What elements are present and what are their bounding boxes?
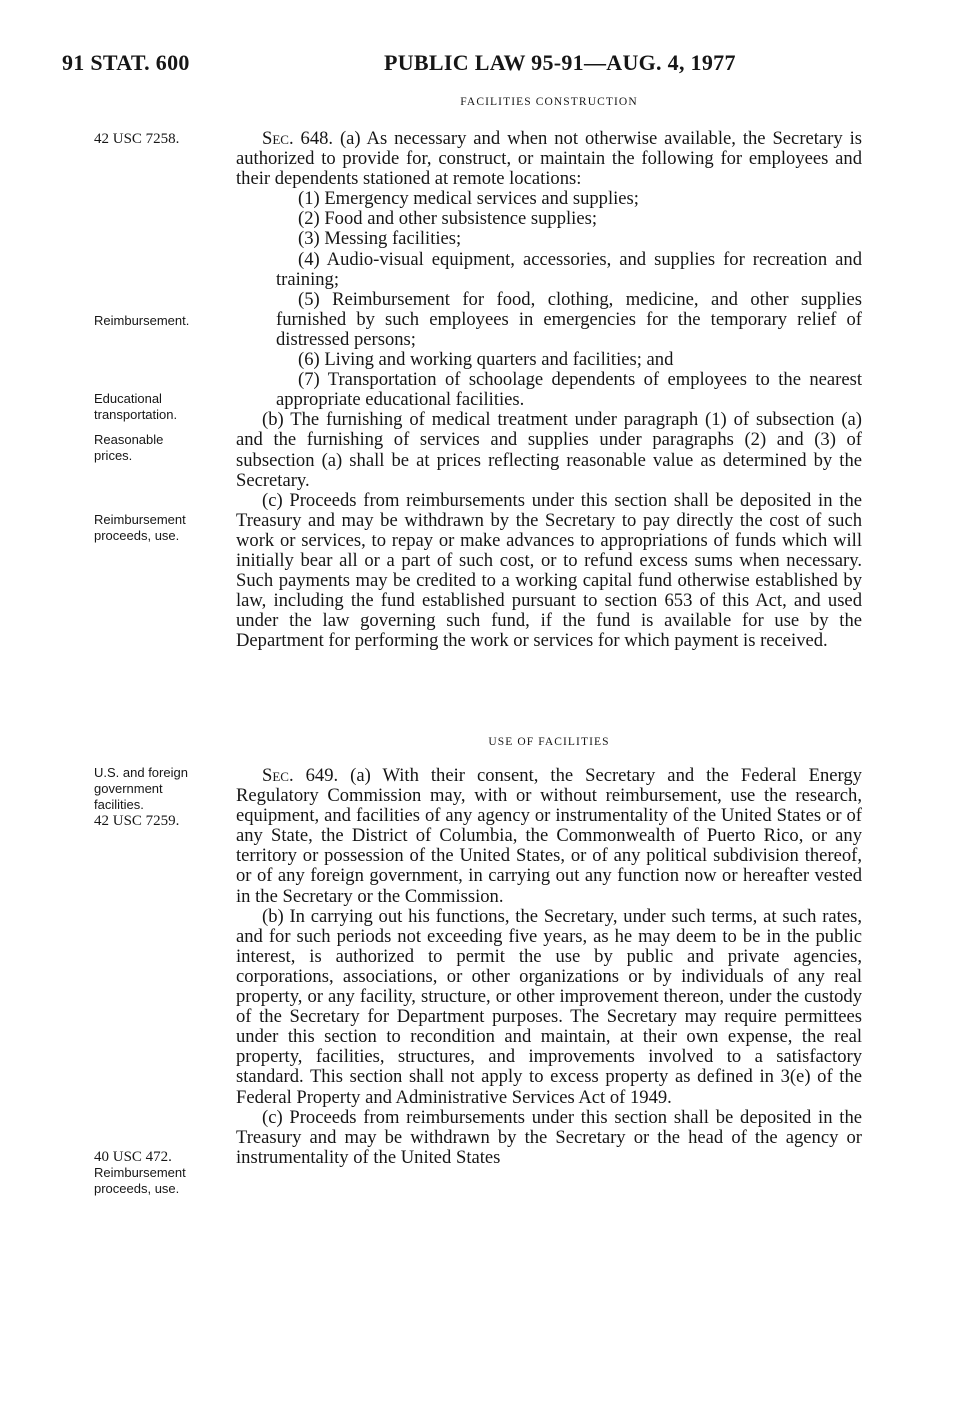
- list-item: (5) Reimbursement for food, clothing, medicine, and other supplies furnished by such employees in emergencies for the temporary relief of distressed persons;: [276, 288, 862, 350]
- note-line: Reimbursement: [94, 1165, 186, 1180]
- section-649-body: [236, 766, 862, 1168]
- stat-reference: 91 STAT. 600: [62, 50, 190, 75]
- note-line: proceeds, use.: [94, 1181, 180, 1196]
- note-line: government: [94, 781, 163, 796]
- note-line: Reimbursement.: [94, 313, 190, 328]
- note-line: U.S. and foreign: [94, 765, 188, 780]
- note-line: Reasonable: [94, 432, 164, 447]
- sec-label: Sec.: [262, 128, 294, 149]
- margin-note-educational-transportation: [94, 391, 234, 423]
- list-item: (4) Audio-visual equipment, accessories, and supplies for recreation and training;: [276, 248, 862, 290]
- section-648-para-c: (c) Proceeds from reimbursements under this section shall be deposited in the Treasury and may be withdrawn by the Secretary to pay directly the cost of such work or services, to repay or make advances to appropriations of funds which will initially bear all or a part of such cost, or to refund excess sums when necessary. Such payments may be credited to a working capital fund otherwise established by law, including the fund established pursuant to section 653 of this Act, and used under the law governing such fund, if the fund is available for use by the Department for performing the work or services for which payment is received.: [236, 489, 862, 652]
- section-heading-facilities-construction: FACILITIES CONSTRUCTION: [460, 96, 638, 108]
- section-648-body: [236, 129, 862, 651]
- section-648-para-b: (b) The furnishing of medical treatment under paragraph (1) of subsection (a) and the furnishing of services and supplies under paragraphs (2) and (3) of subsection (a) shall be at prices reflecting reasonable value as determined by the Secretary.: [236, 409, 862, 491]
- note-line: proceeds, use.: [94, 528, 180, 543]
- note-line: Educational: [94, 391, 162, 406]
- page-header: [62, 50, 894, 80]
- note-line: Reimbursement: [94, 512, 186, 527]
- margin-note-foreign-facilities: [94, 765, 234, 829]
- note-line: prices.: [94, 448, 133, 463]
- margin-note-42-usc-7258: [94, 131, 234, 147]
- section-heading-use-of-facilities: USE OF FACILITIES: [488, 736, 610, 748]
- margin-note-reimbursement-proceeds: [94, 512, 234, 544]
- list-item: (6) Living and working quarters and facilities; and: [298, 349, 674, 371]
- citation: 40 USC 472.: [94, 1149, 172, 1165]
- note-line: facilities.: [94, 797, 144, 812]
- list-item: (1) Emergency medical services and supplies;: [298, 188, 639, 210]
- section-649-para-a: [236, 766, 862, 907]
- sec-label: Sec.: [262, 765, 294, 786]
- section-649-para-b: (b) In carrying out his functions, the Secretary, under such terms, at such rates, and for such periods not exceeding five years, as he may deem to be in the public interest, is authorized to permit the use by public and private agencies, corporations, associations, or other organizations or by individuals of any real property, or any facility, structure, or other improvement thereon, under the custody of the Secretary for Department purposes. The Secretary may require permittees under this section to recondition and maintain, at their own expense, the real property, facilities, structures, and improvements involved to a satisfactory standard. This section shall not apply to excess property as defined in 3(e) of the Federal Property and Administrative Services Act of 1949.: [236, 905, 862, 1108]
- citation: 42 USC 7258.: [94, 131, 180, 147]
- margin-note-reimbursement: [94, 313, 234, 329]
- section-649-para-c: (c) Proceeds from reimbursements under this section shall be deposited in the Treasury and may be withdrawn by the Secretary or the head of the agency or instrumentality of the United States: [236, 1106, 862, 1168]
- law-title: PUBLIC LAW 95-91—AUG. 4, 1977: [384, 50, 736, 75]
- citation: 42 USC 7259.: [94, 813, 180, 829]
- section-649-para-a-text: 649. (a) With their consent, the Secretary and the Federal Energy Regulatory Commission may, with or without reimbursement, use the research, equipment, and facilities of any agency or instrumentality of the United States or of any State, the District of Columbia, the Commonwealth of Puerto Rico, or any territory or possession of the United States, or of any political subdivision thereof, or of any foreign government, in carrying out any function now or hereafter vested in the Secretary or the Commission.: [236, 765, 862, 907]
- note-line: transportation.: [94, 407, 178, 422]
- section-648-intro-text: 648. (a) As necessary and when not otherwise available, the Secretary is authorized to provide for, construct, or maintain the following for employees and their dependents stationed at remote locations:: [236, 128, 862, 190]
- list-item: (3) Messing facilities;: [298, 228, 462, 250]
- margin-note-40-usc-472: [94, 1149, 234, 1197]
- section-648-intro: [236, 129, 862, 189]
- margin-note-reasonable-prices: [94, 432, 234, 464]
- list-item: (7) Transportation of schoolage dependents of employees to the nearest appropriate educational facilities.: [276, 369, 862, 411]
- list-item: (2) Food and other subsistence supplies;: [298, 208, 598, 230]
